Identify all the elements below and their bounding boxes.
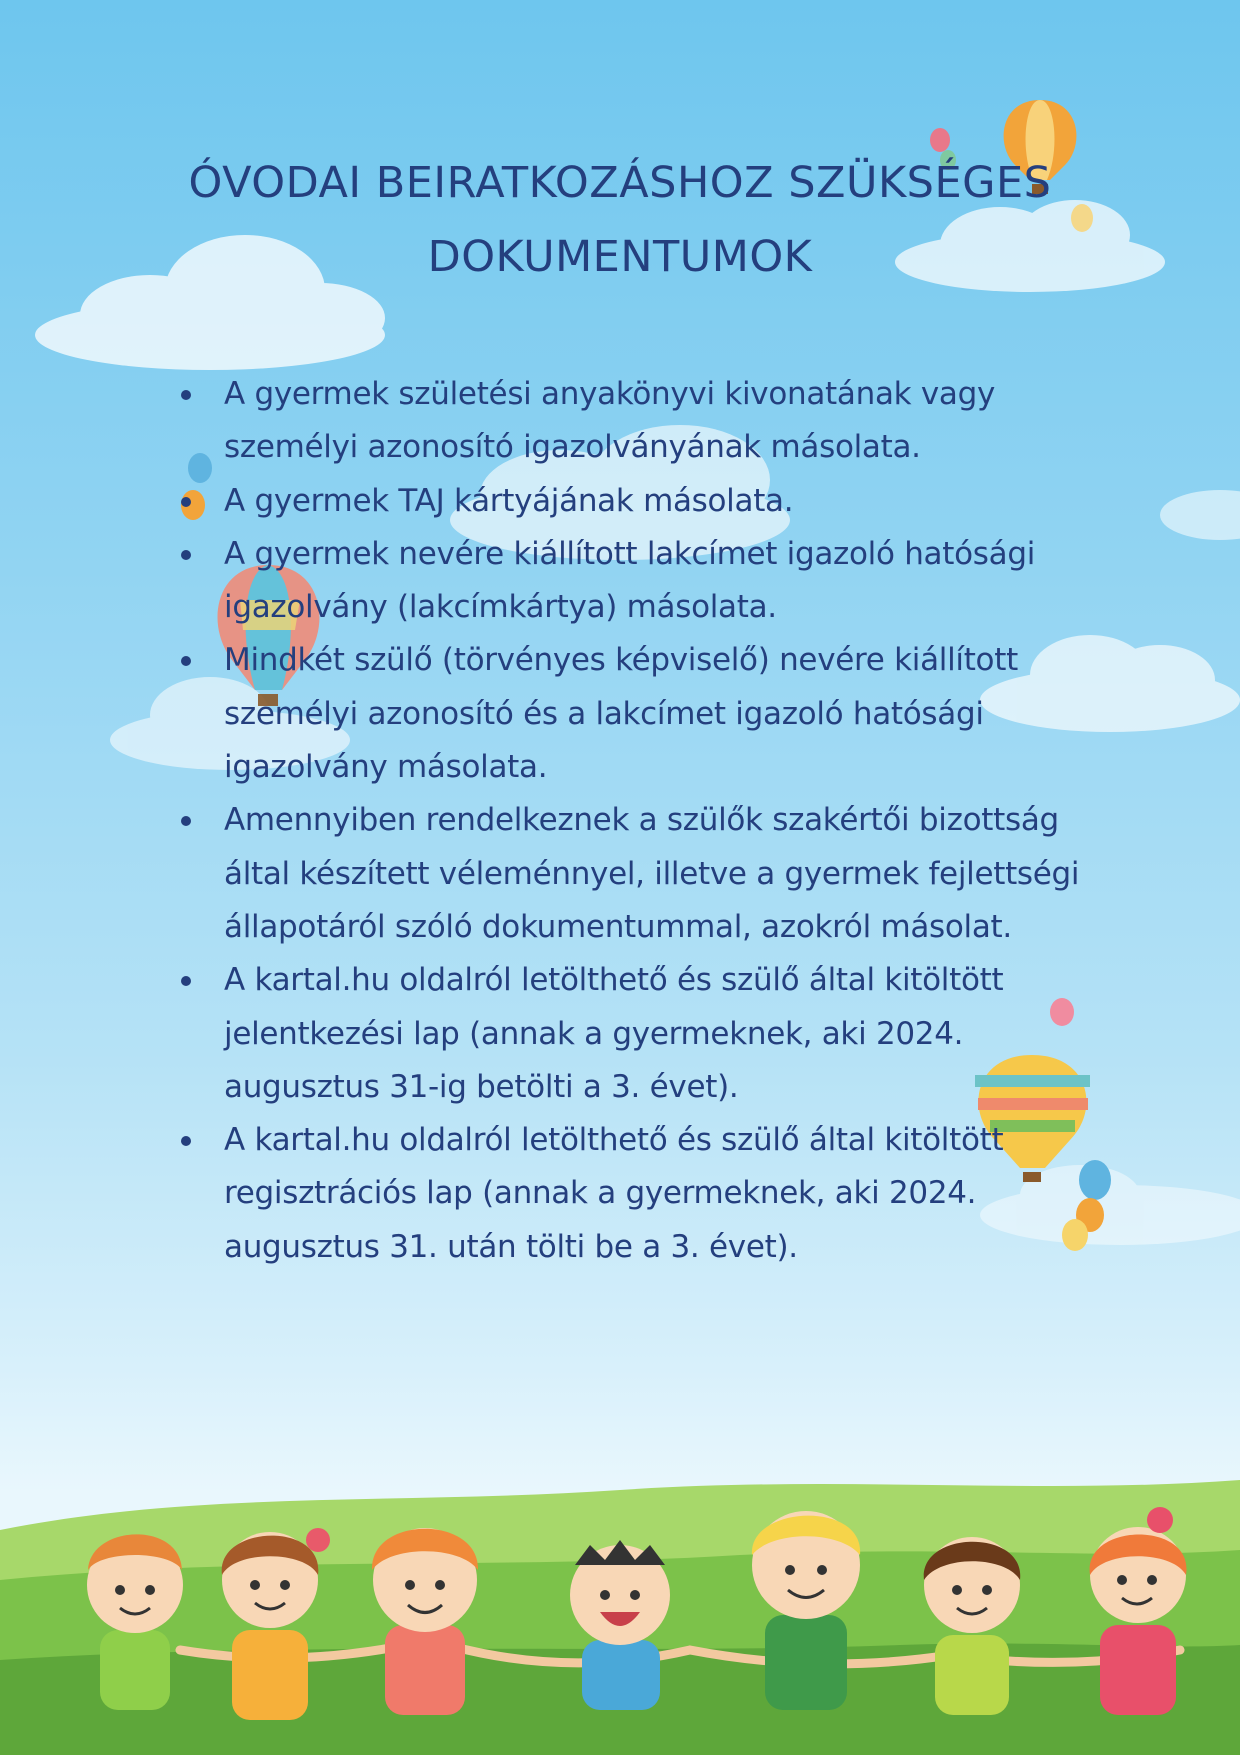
list-item: A kartal.hu oldalról letölthető és szülő által kitöltött regisztrációs lap (annak a gyermeknek, aki 2024. augusztus 31. után tölti be a 3. évet). bbox=[176, 1114, 1096, 1274]
page-title-line-2: DOKUMENTUMOK bbox=[427, 232, 813, 282]
page-title bbox=[100, 146, 1140, 294]
list-item: A gyermek nevére kiállított lakcímet igazoló hatósági igazolvány (lakcímkártya) másolata. bbox=[176, 528, 1096, 635]
list-item: A kartal.hu oldalról letölthető és szülő által kitöltött jelentkezési lap (annak a gyermeknek, aki 2024. augusztus 31-ig betölti a 3. évet). bbox=[176, 954, 1096, 1114]
list-item: Amennyiben rendelkeznek a szülők szakértői bizottság által készített véleménnyel, illetve a gyermek fejlettségi állapotáról szóló dokumentummal, azokról másolat. bbox=[176, 794, 1096, 954]
page-title-line-1: ÓVODAI BEIRATKOZÁSHOZ SZÜKSÉGES bbox=[188, 158, 1052, 208]
required-documents-list bbox=[176, 368, 1096, 1274]
list-item: A gyermek TAJ kártyájának másolata. bbox=[176, 475, 1096, 528]
list-item: Mindkét szülő (törvényes képviselő) nevére kiállított személyi azonosító és a lakcímet igazoló hatósági igazolvány másolata. bbox=[176, 634, 1096, 794]
cloud-icon bbox=[1160, 490, 1240, 540]
list-item: A gyermek születési anyakönyvi kivonatának vagy személyi azonosító igazolványának másolata. bbox=[176, 368, 1096, 475]
